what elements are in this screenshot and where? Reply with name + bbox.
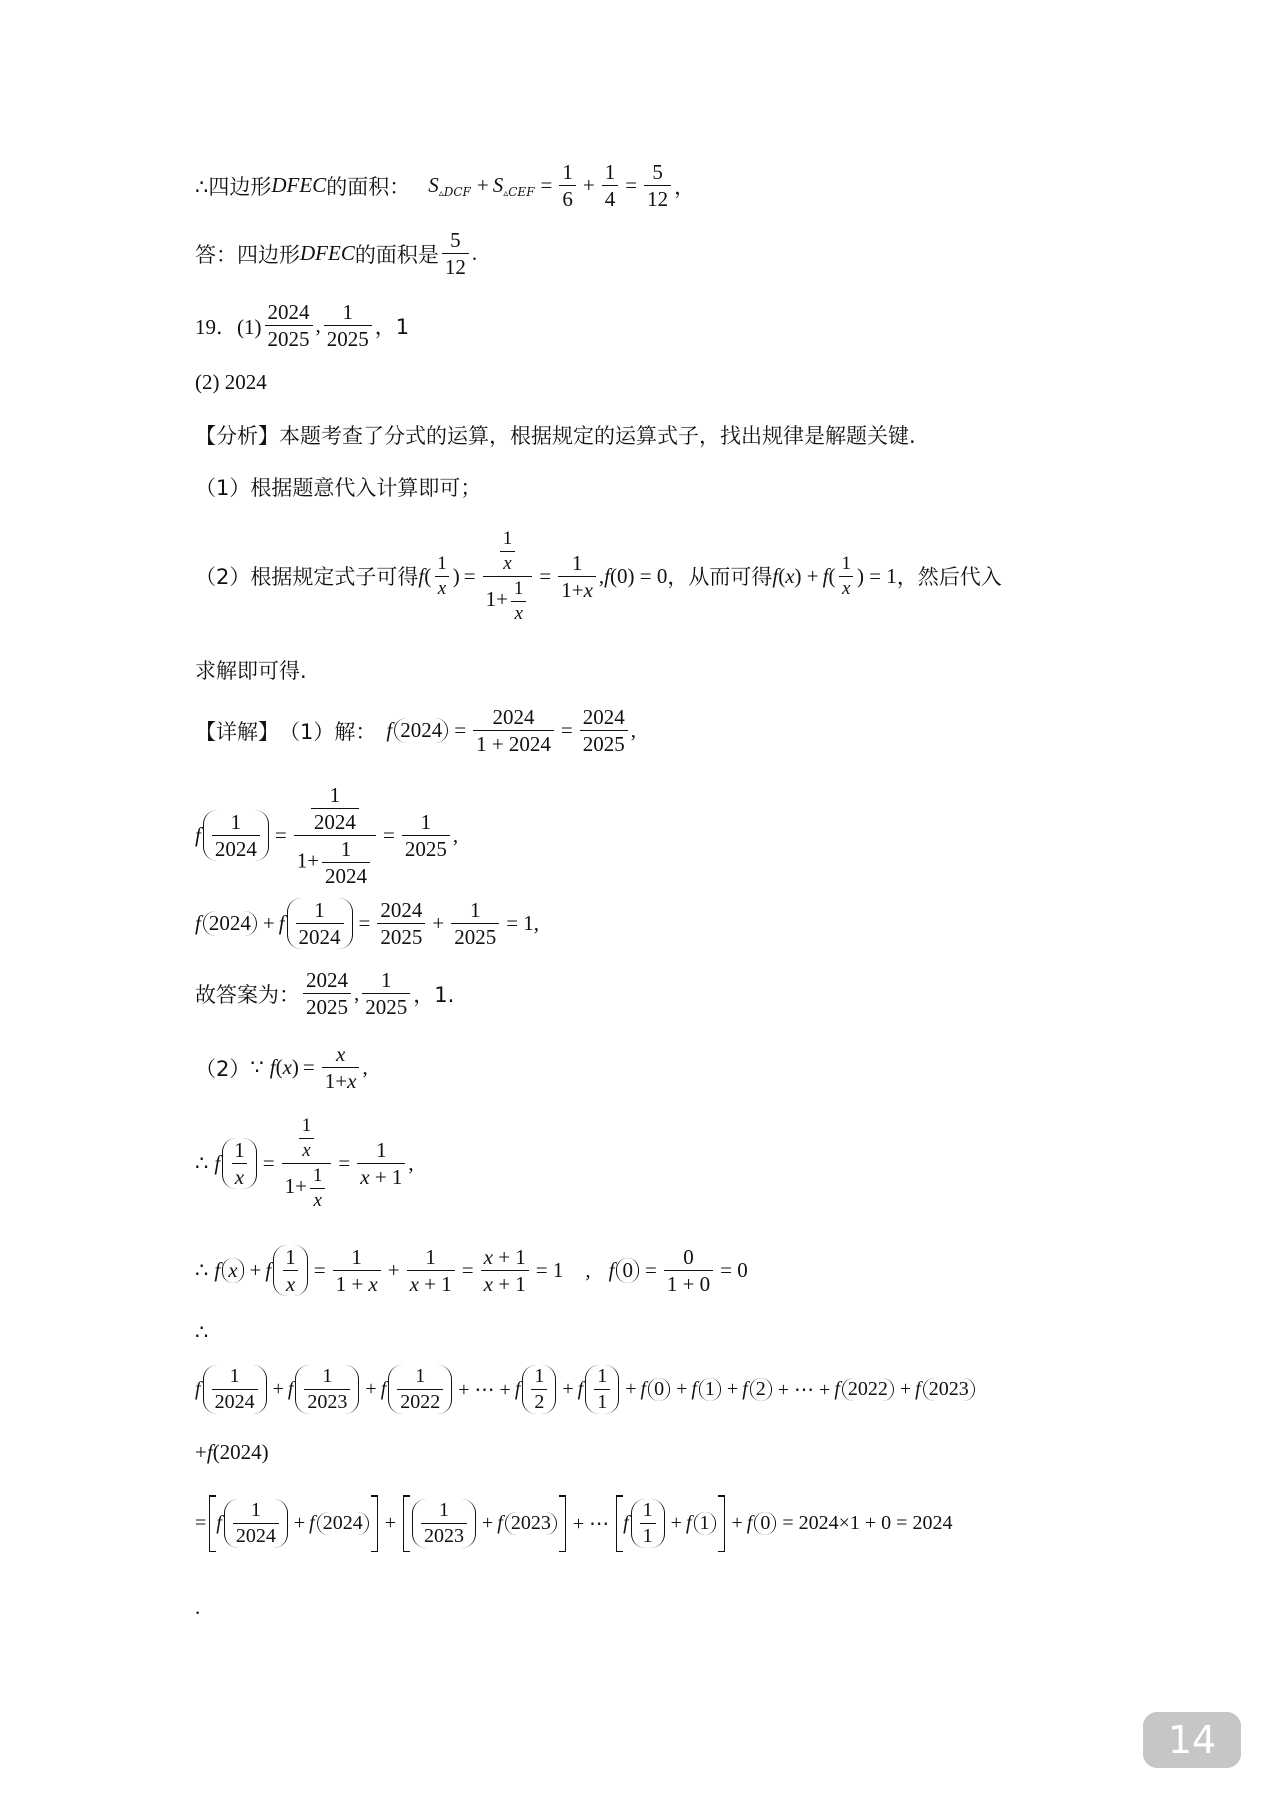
area-statement: ∴四边形 DFEC 的面积： S ▵DCF + S ▵CEF = $\frac{1}{6}$ + $\frac{1}{4}$ = $\frac{5}{12}$ ， [195, 160, 696, 212]
fraction: $\frac{5}{12}$ [644, 160, 671, 211]
detail-3: f 2024 + f $\frac{1}{2024}$ = $\frac{2024}{2025}$ + $\frac{1}{2025}$ = 1, [195, 898, 540, 950]
fraction: $\frac{1}{1+x}$ [558, 551, 596, 602]
complex-fraction: $\frac{1}{x}$ 1+ $\frac{1}{x}$ [282, 1115, 332, 1211]
analysis-tag: 【分析】 [195, 424, 279, 448]
fraction: $\frac{2024}{2025}$ [265, 300, 313, 351]
fraction: $\frac{1}{6}$ [559, 160, 576, 211]
complex-fraction: $\frac{1}{2024}$ 1+ $\frac{1}{2024}$ [294, 783, 376, 889]
detail-result: 故答案为： $\frac{2024}{2025}$ , $\frac{1}{2025}$ ，1. [195, 968, 455, 1020]
fraction: $\frac{5}{12}$ [442, 228, 469, 279]
fraction: $\frac{1}{2025}$ [402, 810, 450, 861]
detail-part2: （2） ∵ f ( x ) = $\frac{x}{1+x}$ , [195, 1042, 368, 1094]
detail-tag: 【详解】 [195, 719, 279, 744]
detail-2: f $\frac{1}{2024}$ = $\frac{1}{2024}$ 1+ $\frac{1}{2024}$ = $\frac{1}{2025}$ , [195, 783, 459, 889]
hint-2-cont: 求解即可得. [195, 659, 307, 683]
fraction: $\frac{1}{x}$ [838, 553, 854, 600]
page-number-badge: 14 [1143, 1712, 1241, 1768]
shape-name: DFEC [271, 173, 327, 198]
therefore-symbol: ∴ [195, 1320, 209, 1344]
long-sum: f $\frac{1}{2024}$ + f $\frac{1}{2023}$ + f $\frac{1}{2022}$ + ⋯ + f $\frac{1}{2}$ + f $\frac{1}{1}$ + f 0 + f 1 + f 2 + ⋯ + f 2022 + f 2023 [195, 1365, 977, 1414]
detail-f-recip: ∴ f $\frac{1}{x}$ = $\frac{1}{x}$ 1+ $\frac{1}{x}$ = $\frac{1}{x + 1}$ , [195, 1115, 414, 1211]
q19-answer-1: 19．(1) $\frac{2024}{2025}$ , $\frac{1}{2025}$ ，1 [195, 300, 410, 352]
area-middle: 的面积： [326, 174, 411, 199]
hint-2: （2）根据规定式子可得 f ( $\frac{1}{x}$ ) = $\frac{1}{x}$ 1+ $\frac{1}{x}$ = $\frac{1}{1+x}$ , f (0) = 0 ，从而可得 f ( x ) + f ( $\frac{1}{x}$ ) = 1 ，然后代入 [195, 528, 1002, 624]
area-prefix: ∴四边形 [195, 174, 272, 199]
fraction: $\frac{1}{x}$ [434, 553, 450, 600]
area-s1: S [428, 173, 439, 198]
analysis [195, 420, 916, 450]
fraction: $\frac{1}{4}$ [602, 160, 619, 211]
fraction: $\frac{1}{2025}$ [324, 300, 372, 351]
complex-fraction: $\frac{1}{x}$ 1+ $\frac{1}{x}$ [483, 528, 533, 624]
hint-1: （1）根据题意代入计算即可； [195, 476, 482, 500]
area-s2: S [492, 173, 504, 198]
q19-answer-2: (2) 2024 [195, 370, 267, 394]
long-sum-result: = f $\frac{1}{2024}$ + f 2024 + $\frac{1}{2023}$ + f 2023 + ⋯ f $\frac{1}{1}$ + f 1 + f 0 = 2024×1 + 0 = 2024 [195, 1495, 956, 1552]
answer-statement: 答：四边形 DFEC 的面积是 $\frac{5}{12}$ . [195, 228, 478, 280]
fraction: $\frac{2024}{2025}$ [580, 705, 628, 756]
long-sum-cont: + f (2024) [195, 1440, 269, 1464]
analysis-text: 本题考查了分式的运算，根据规定的运算式子，找出规律是解题关键. [279, 424, 916, 448]
final-period: . [195, 1595, 201, 1619]
detail-1: 【详解】 （1）解： f 2024 = $\frac{2024}{1 + 2024}$ = $\frac{2024}{2025}$ , [195, 705, 636, 757]
question-number: 19．(1) [195, 314, 262, 339]
detail-sum-identity: ∴ f x + f $\frac{1}{x}$ = $\frac{1}{1 + x}$ + $\frac{1}{x + 1}$ = $\frac{x + 1}{x + 1}$ = 1 , f 0 = $\frac{0}{1 + 0}$ = 0 [195, 1245, 748, 1297]
fraction: $\frac{2024}{1 + 2024}$ [473, 705, 554, 756]
